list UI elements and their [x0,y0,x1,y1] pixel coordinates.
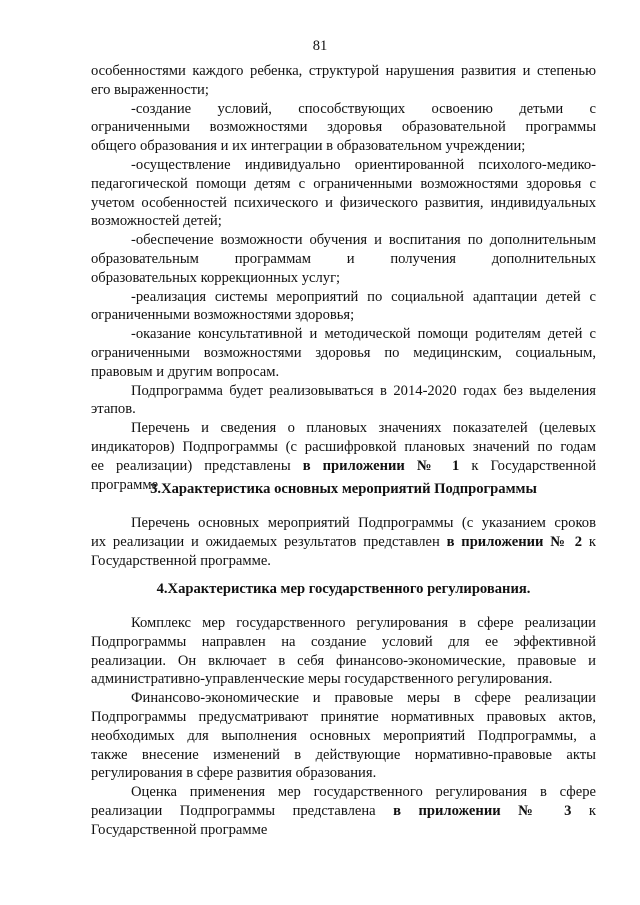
text-span: их реализации и ожидаемых результатов представлен [91,533,440,550]
text-line: также внесение изменений в действующие нормативно-правовые акты [91,746,596,763]
text-line: возможностей детей; [91,213,222,230]
text-line: Финансово-экономические и правовые меры в сфере реализации [131,690,596,707]
text-line: необходимых для выполнения основных мероприятий Подпрограммы, а [91,727,596,744]
text-line [91,457,596,476]
text-line: Комплекс мер государственного регулирования в сфере реализации [131,615,596,631]
text-line: особенностями каждого ребенка, структурой нарушения развития и степенью [91,63,596,79]
text-line [91,533,596,552]
text-line: -создание условий, способствующих освоению детьми с [131,100,596,117]
body-block-1 [91,62,596,494]
text-line: Подпрограммы предусматривают принятие нормативных правовых актов, [91,708,596,725]
text-line: этапов. [91,401,136,418]
text-line: педагогической помощи детям с ограниченными возможностями здоровья с [91,175,596,192]
text-line: образовательным программам и получения дополнительных [91,250,596,267]
appendix-ref-1: в приложении № 1 [302,457,460,474]
text-span: ее реализации) представлены [91,457,291,474]
text-line: образовательных коррекционных услуг; [91,269,341,286]
text-line: программе [91,476,159,493]
text-line: ограниченными возможностями здоровья; [91,307,355,324]
body-block-3 [91,514,596,570]
text-line: общего образования и их интеграции в образовательном учреждении; [91,138,526,155]
text-line: его выраженности; [91,81,209,98]
text-line: -реализация системы мероприятий по социальной адаптации детей с [131,288,596,305]
text-line: Государственной программе [91,821,268,838]
text-line: Подпрограммы направлен на создание условий для ее эффективной [91,633,596,650]
text-span: к [588,533,596,550]
text-span: реализации Подпрограммы представлена [91,802,376,819]
text-line: ограниченными возможностями здоровья по медицинским, социальным, [91,344,596,361]
text-line: -обеспечение возможности обучения и воспитания по дополнительным [131,232,596,249]
page-number: 81 [312,38,328,54]
text-line [91,802,596,821]
text-line: Перечень основных мероприятий Подпрограммы (с указанием сроков [131,515,596,531]
text-span: к Государственной [471,457,597,474]
text-line: регулирования в сфере развития образования. [91,765,377,782]
text-line: -оказание консультативной и методической помощи родителям детей с [131,326,596,343]
text-line: административно-управленческие меры государственного регулирования. [91,671,553,688]
text-line: Оценка применения мер государственного регулирования в сфере [131,784,596,801]
text-line: правовым и другим вопросам. [91,363,280,380]
section-heading-3: 3.Характеристика основных мероприятий Подпрограммы [150,481,537,497]
text-line: ограниченными возможностями здоровья образовательной программы [91,119,596,136]
text-line: Перечень и сведения о плановых значениях показателей (целевых [131,420,596,437]
text-line: учетом особенностей психического и физического развития, индивидуальных [91,194,596,211]
text-line: Государственной программе. [91,552,271,569]
text-span: к [588,802,596,819]
section-heading-4: 4.Характеристика мер государственного регулирования. [156,581,531,597]
text-line: Подпрограмма будет реализовываться в 2014-2020 годах без выделения [131,382,596,399]
text-line: индикаторов) Подпрограммы (с расшифровкой плановых значений по годам [91,438,596,455]
text-line: реализации. Он включает в себя финансово-экономические, правовые и [91,652,596,669]
appendix-ref-2: в приложении № 2 [446,533,583,550]
body-block-4 [91,614,596,840]
text-line: -осуществление индивидуально ориентированной психолого-медико- [131,156,596,173]
appendix-ref-3: в приложении № 3 [393,802,572,819]
